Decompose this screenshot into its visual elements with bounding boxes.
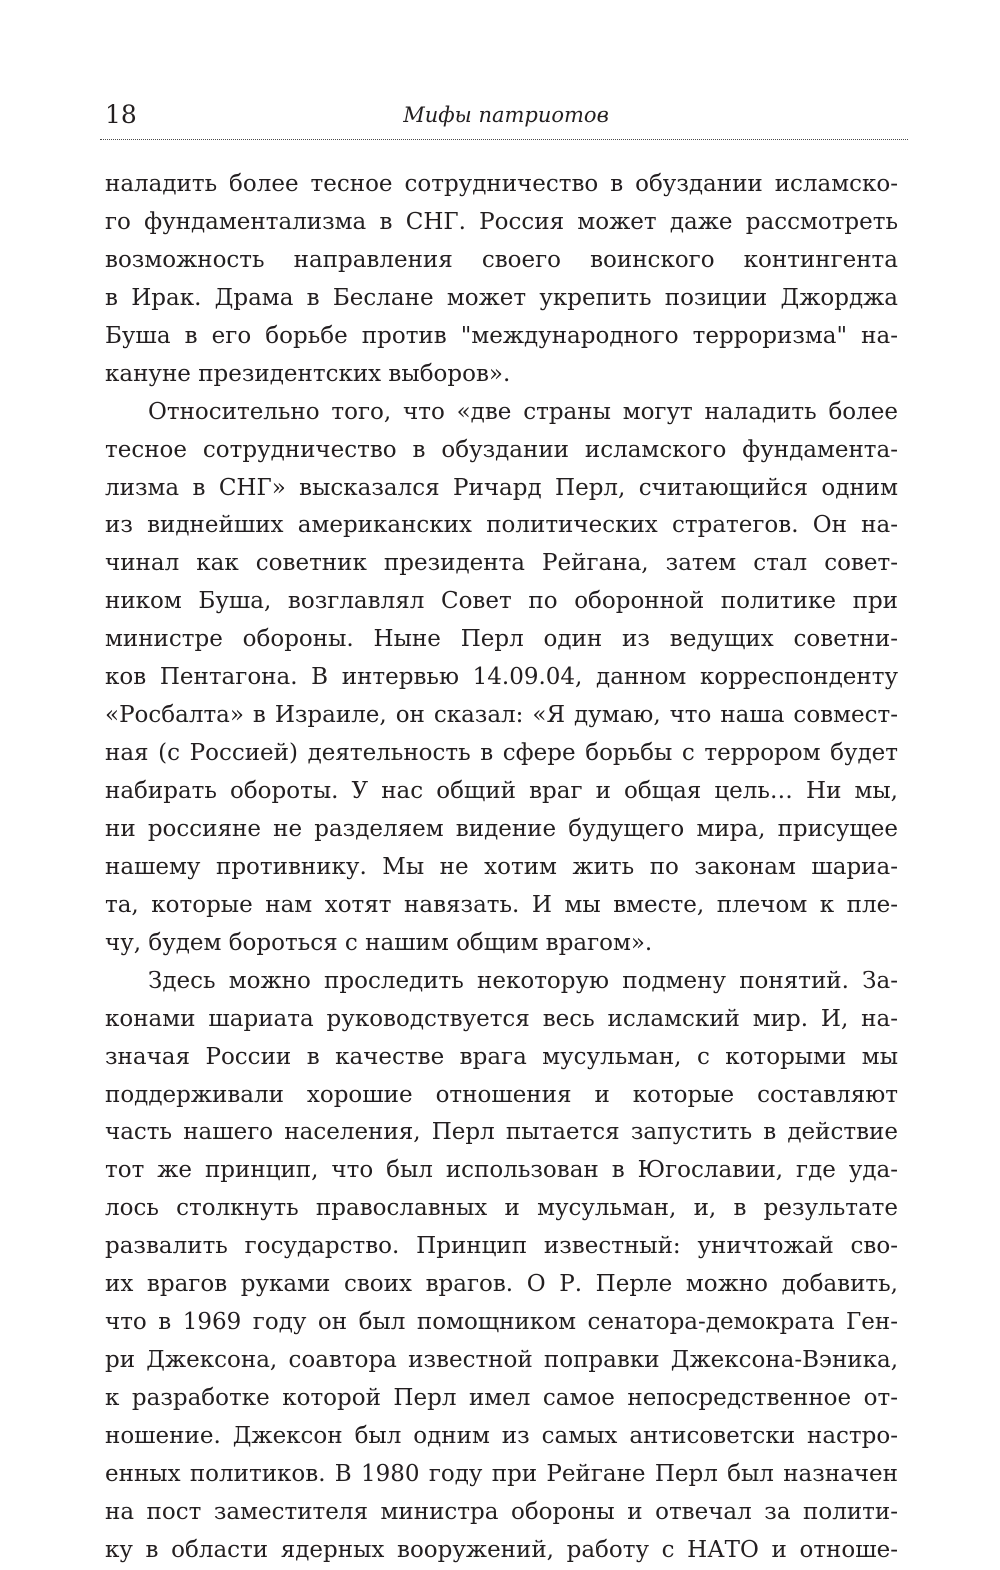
text-line: к разработке которой Перл имел самое непосредственное от- xyxy=(105,1385,898,1411)
text-line: набирать обороты. У нас общий враг и общая цель… Ни мы, xyxy=(105,778,898,804)
text-line: Здесь можно проследить некоторую подмену понятий. За- xyxy=(148,967,898,994)
text-line: чинал как советник президента Рейгана, затем стал совет- xyxy=(105,550,898,577)
text-line: поддерживали хорошие отношения и которые составляют xyxy=(105,1081,898,1108)
text-line: значая России в качестве врага мусульман, с которыми мы xyxy=(105,1043,898,1070)
text-line: из виднейших американских политических стратегов. Он на- xyxy=(105,512,898,539)
text-line: в Ирак. Драма в Беслане может укрепить позиции Джорджа xyxy=(105,284,898,311)
running-title: Мифы патриотов xyxy=(403,103,609,127)
page-number: 18 xyxy=(105,100,137,129)
text-line: министре обороны. Ныне Перл один из ведущих советни- xyxy=(105,626,898,653)
text-line: развалить государство. Принцип известный: уничтожай сво- xyxy=(105,1233,898,1260)
text-line: ная (с Россией) деятельность в сфере борьбы с террором будет xyxy=(105,740,898,767)
text-line: на пост заместителя министра обороны и отвечал за полити- xyxy=(105,1498,898,1525)
text-line: возможность направления своего воинского контингента xyxy=(105,246,898,273)
text-line: тесное сотрудничество в обуздании исламского фундамента- xyxy=(105,436,898,463)
text-line: часть нашего населения, Перл пытается запустить в действие xyxy=(105,1119,898,1146)
text-line: ношение. Джексон был одним из самых антисоветски настро- xyxy=(105,1422,898,1449)
text-line: кануне президентских выборов». xyxy=(105,360,511,387)
text-line: Относительно того, что «две страны могут наладить более xyxy=(148,398,898,425)
body-text xyxy=(105,166,898,1570)
text-line: «Росбалта» в Израиле, он сказал: «Я думаю, что наша совмест- xyxy=(105,702,898,729)
text-line: наладить более тесное сотрудничество в обуздании исламско- xyxy=(105,171,898,197)
text-line: лизма в СНГ» высказался Ричард Перл, считающийся одним xyxy=(105,474,898,501)
text-line: та, которые нам хотят навязать. И мы вместе, плечом к пле- xyxy=(105,891,898,918)
text-line: чу, будем бороться с нашим общим врагом». xyxy=(105,929,653,956)
text-line: Буша в его борьбе против "международного терроризма" на- xyxy=(105,322,898,349)
text-line: лось столкнуть православных и мусульман, и, в результате xyxy=(105,1195,898,1222)
text-line: конами шариата руководствуется весь исламский мир. И, на- xyxy=(105,1005,898,1032)
text-line: ником Буша, возглавлял Совет по оборонной политике при xyxy=(105,588,898,615)
text-line: ни россияне не разделяем видение будущего мира, присущее xyxy=(105,815,898,842)
text-line: тот же принцип, что был использован в Югославии, где уда- xyxy=(105,1157,898,1184)
text-line: нашему противнику. Мы не хотим жить по законам шариа- xyxy=(105,853,898,880)
text-line: их врагов руками своих врагов. О Р. Перле можно добавить, xyxy=(105,1271,898,1298)
text-line: енных политиков. В 1980 году при Рейгане Перл был назначен xyxy=(105,1460,898,1487)
text-line: ку в области ядерных вооружений, работу с НАТО и отноше- xyxy=(105,1536,898,1563)
text-line: ри Джексона, соавтора известной поправки Джексона-Вэника, xyxy=(105,1347,898,1374)
text-line: что в 1969 году он был помощником сенатора-демократа Ген- xyxy=(105,1309,898,1336)
page-header xyxy=(105,96,907,136)
header-divider xyxy=(100,139,908,140)
text-line: го фундаментализма в СНГ. Россия может даже рассмотреть xyxy=(105,208,898,235)
text-line: ков Пентагона. В интервью 14.09.04, данном корреспонденту xyxy=(105,664,898,691)
